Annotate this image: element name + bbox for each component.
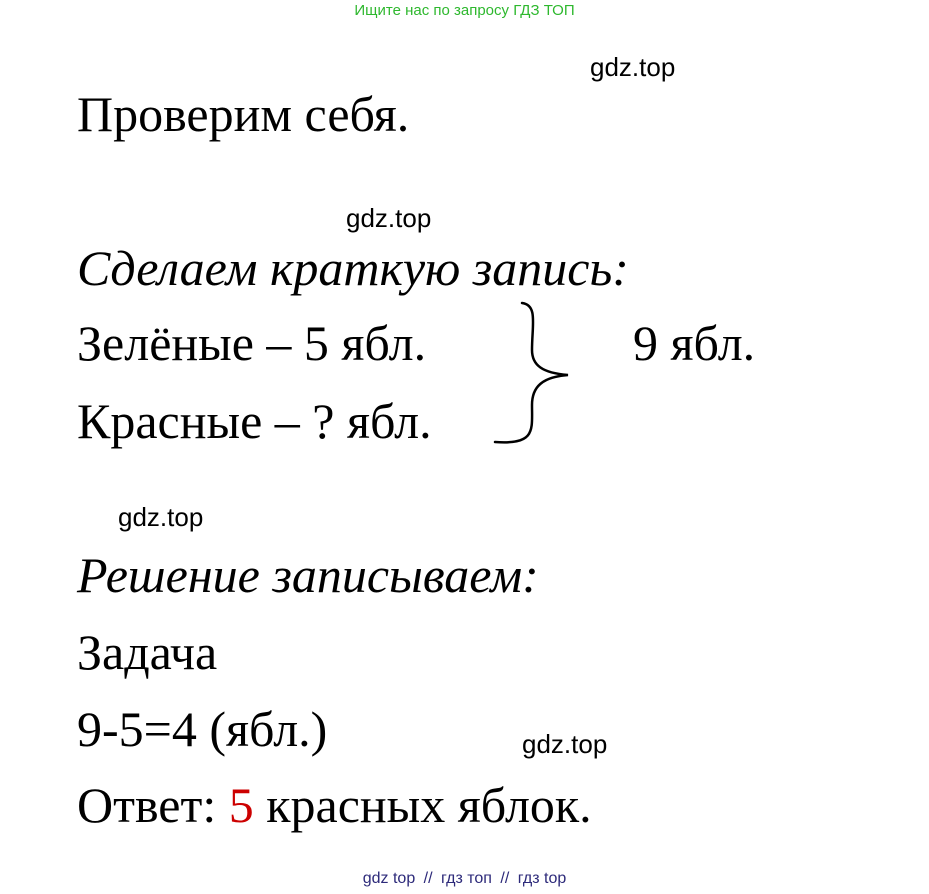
curly-brace-icon [490, 295, 580, 450]
solution-title: Решение записываем: [77, 547, 539, 603]
footer-separator: // [500, 870, 510, 887]
watermark: gdz.top [522, 729, 608, 759]
answer-suffix: красных яблок. [266, 777, 592, 833]
watermark: gdz.top [590, 52, 676, 82]
watermark: gdz.top [346, 203, 432, 233]
footer [0, 870, 929, 888]
watermark: gdz.top [118, 502, 204, 532]
page-heading: Проверим себя. [77, 86, 410, 142]
line-green-apples: Зелёные – 5 ябл. [77, 315, 427, 371]
task-label: Задача [77, 624, 218, 680]
total-apples: 9 ябл. [633, 315, 756, 371]
footer-part: гдз top [517, 870, 567, 887]
short-note-title: Сделаем краткую запись: [77, 240, 629, 296]
footer-part: гдз топ [441, 870, 492, 887]
footer-part: gdz top [362, 870, 416, 887]
answer-number: 5 [228, 777, 254, 833]
footer-separator: // [423, 870, 433, 887]
top-banner: Ищите нас по запросу ГДЗ ТОП [354, 2, 575, 19]
line-red-apples: Красные – ? ябл. [77, 393, 432, 449]
equation: 9-5=4 (ябл.) [77, 701, 328, 757]
answer-line [77, 777, 592, 833]
answer-prefix: Ответ: [77, 777, 217, 833]
